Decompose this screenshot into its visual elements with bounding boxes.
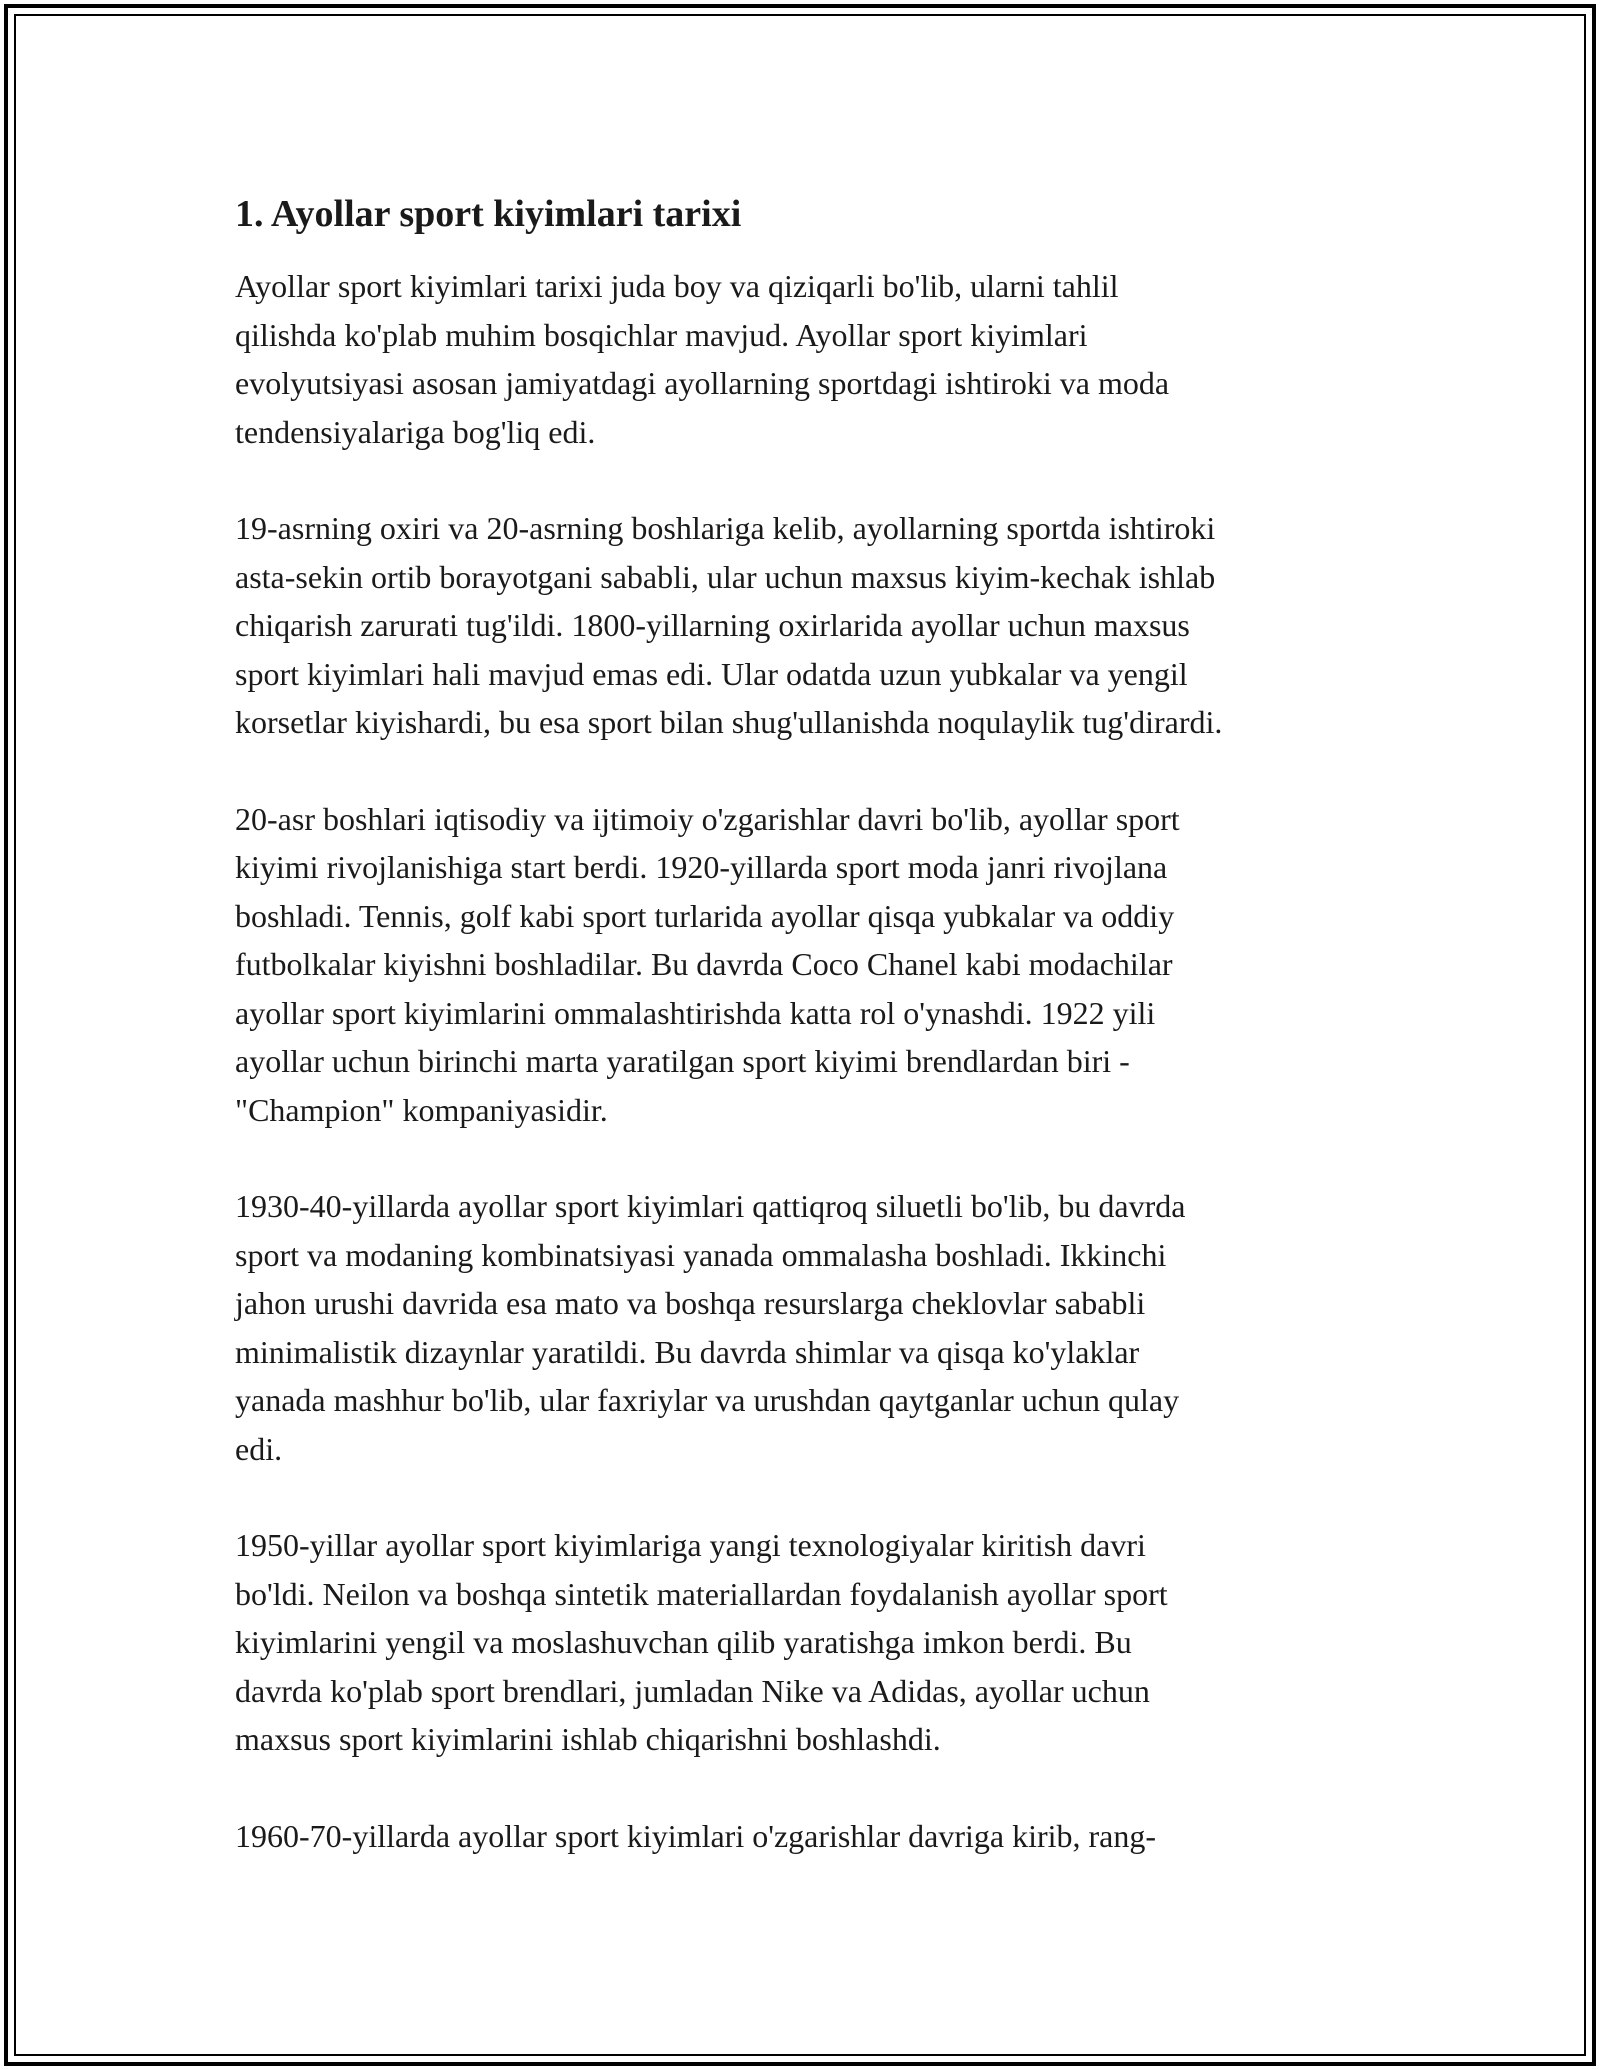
- text-line: qilishda ko'plab muhim bosqichlar mavjud. Ayollar sport kiyimlari: [235, 316, 1088, 353]
- paragraph-4: [235, 1182, 1395, 1473]
- text-line: 19-asrning oxiri va 20-asrning boshlariga kelib, ayollarning sportda ishtiroki: [235, 510, 1216, 546]
- text-line: maxsus sport kiyimlarini ishlab chiqarishni boshlashdi.: [235, 1721, 941, 1757]
- text-line: 1930-40-yillarda ayollar sport kiyimlari qattiqroq siluetli bo'lib, bu davrda: [235, 1188, 1186, 1224]
- text-line: ayollar sport kiyimlarini ommalashtirishda katta rol o'ynashdi. 1922 yili: [235, 994, 1156, 1031]
- paragraph-2: [235, 504, 1395, 747]
- text-line: 1960-70-yillarda ayollar sport kiyimlari o'zgarishlar davriga kirib, rang-: [235, 1817, 1157, 1854]
- text-line: chiqarish zarurati tug'ildi. 1800-yillarning oxirlarida ayollar uchun maxsus: [235, 607, 1190, 643]
- paragraph-5: [235, 1521, 1395, 1764]
- text-line: 1950-yillar ayollar sport kiyimlariga yangi texnologiyalar kiritish davri: [235, 1527, 1146, 1563]
- text-line: edi.: [235, 1430, 283, 1467]
- text-line: asta-sekin ortib borayotgani sababli, ular uchun maxsus kiyim-kechak ishlab: [235, 558, 1216, 595]
- paragraph-3: [235, 795, 1395, 1135]
- text-line: davrda ko'plab sport brendlari, jumladan Nike va Adidas, ayollar uchun: [235, 1672, 1150, 1709]
- text-line: kiyimi rivojlanishiga start berdi. 1920-yillarda sport moda janri rivojlana: [235, 849, 1168, 885]
- paragraph-1: [235, 262, 1395, 456]
- text-line: Ayollar sport kiyimlari tarixi juda boy va qiziqarli bo'lib, ularni tahlil: [235, 268, 1119, 304]
- text-line: minimalistik dizaynlar yaratildi. Bu davrda shimlar va qisqa ko'ylaklar: [235, 1333, 1140, 1370]
- text-line: 20-asr boshlari iqtisodiy va ijtimoiy o'zgarishlar davri bo'lib, ayollar sport: [235, 800, 1180, 837]
- text-line: korsetlar kiyishardi, bu esa sport bilan shug'ullanishda noqulaylik tug'dirardi.: [235, 704, 1223, 740]
- text-line: jahon urushi davrida esa mato va boshqa resurslarga cheklovlar sababli: [235, 1285, 1146, 1321]
- text-line: tendensiyalariga bog'liq edi.: [235, 413, 596, 450]
- text-line: "Champion" kompaniyasidir.: [235, 1091, 608, 1128]
- text-line: kiyimlarini yengil va moslashuvchan qilib yaratishga imkon berdi. Bu: [235, 1624, 1132, 1660]
- document-body: [235, 188, 1395, 1908]
- text-line: futbolkalar kiyishni boshladilar. Bu davrda Coco Chanel kabi modachilar: [235, 946, 1173, 982]
- text-line: ayollar uchun birinchi marta yaratilgan sport kiyimi brendlardan biri -: [235, 1043, 1130, 1079]
- text-line: bo'ldi. Neilon va boshqa sintetik materiallardan foydalanish ayollar sport: [235, 1575, 1168, 1612]
- text-line: sport va modaning kombinatsiyasi yanada ommalasha boshladi. Ikkinchi: [235, 1236, 1167, 1273]
- paragraph-6: [235, 1812, 1395, 1861]
- text-line: boshladi. Tennis, golf kabi sport turlarida ayollar qisqa yubkalar va oddiy: [235, 897, 1175, 934]
- text-line: sport kiyimlari hali mavjud emas edi. Ular odatda uzun yubkalar va yengil: [235, 655, 1188, 692]
- text-line: evolyutsiyasi asosan jamiyatdagi ayollarning sportdagi ishtiroki va moda: [235, 365, 1170, 401]
- text-line: yanada mashhur bo'lib, ular faxriylar va urushdan qaytganlar uchun qulay: [235, 1382, 1180, 1418]
- section-heading: 1. Ayollar sport kiyimlari tarixi: [235, 193, 742, 235]
